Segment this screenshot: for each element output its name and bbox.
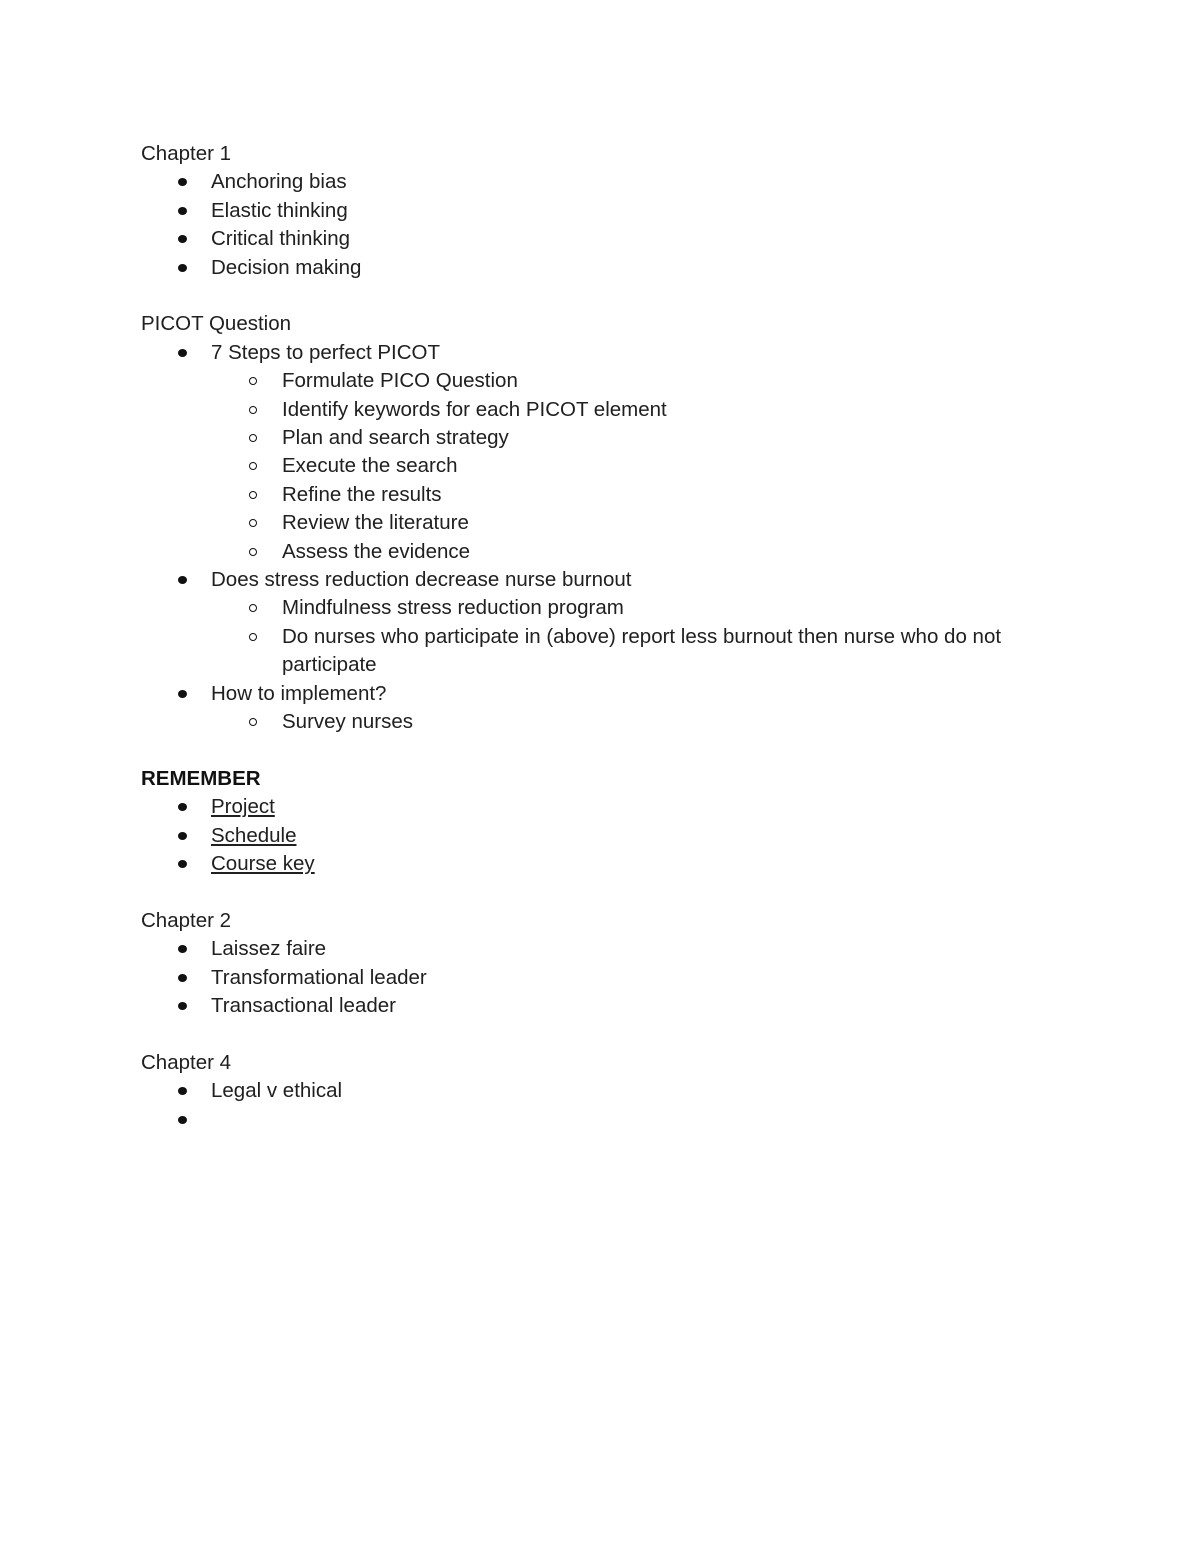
bullet-dot-icon: [178, 974, 187, 982]
list-item-question: Does stress reduction decrease nurse burnout Mindfulness stress reduction program Do nurses who participate in (above) report less burnout then nurse who do not participate: [141, 566, 1081, 680]
sub-list-item: Survey nurses: [211, 708, 1081, 736]
bullet-dot-icon: [178, 1002, 187, 1010]
bullet-ring-icon: [249, 491, 257, 499]
steps-sublist: [211, 367, 1081, 566]
chapter-4-list: [141, 1077, 1081, 1134]
list-item: [141, 822, 1081, 850]
section-chapter-4: [141, 1049, 1081, 1134]
sub-list-item: Formulate PICO Question: [211, 367, 1081, 395]
implement-sublist: [211, 708, 1081, 736]
list-item: Transformational leader: [141, 964, 1081, 992]
bullet-ring-icon: [249, 462, 257, 470]
section-remember: [141, 765, 1081, 879]
sub-list-item: Refine the results: [211, 481, 1081, 509]
list-item: Transactional leader: [141, 992, 1081, 1020]
bullet-dot-icon: [178, 178, 187, 186]
bullet-dot-icon: [178, 235, 187, 243]
bullet-dot-icon: [178, 349, 187, 357]
list-item-steps: 7 Steps to perfect PICOT Formulate PICO Question Identify keywords for each PICOT element Plan and search strategy Execute the search Refine the results Review the literature Assess the evidence: [141, 339, 1081, 566]
chapter-1-list: [141, 168, 1081, 282]
bullet-dot-icon: [178, 945, 187, 953]
list-item: Decision making: [141, 254, 1081, 282]
bullet-ring-icon: [249, 604, 257, 612]
sub-list-item: Execute the search: [211, 452, 1081, 480]
bullet-dot-icon: [178, 860, 187, 868]
section-picot: [141, 310, 1081, 736]
bullet-dot-icon: [178, 576, 187, 584]
bullet-ring-icon: [249, 406, 257, 414]
bullet-dot-icon: [178, 1116, 187, 1124]
bullet-ring-icon: [249, 548, 257, 556]
bullet-ring-icon: [249, 434, 257, 442]
list-item: [141, 850, 1081, 878]
question-sublist: [211, 594, 1081, 679]
bullet-dot-icon: [178, 207, 187, 215]
list-item: Legal v ethical: [141, 1077, 1081, 1105]
link-course-key[interactable]: Course key: [211, 852, 315, 876]
bullet-dot-icon: [178, 832, 187, 840]
heading-chapter-1: Chapter 1: [141, 142, 232, 165]
remember-list: [141, 793, 1081, 878]
section-chapter-1: [141, 140, 1081, 282]
chapter-2-list: [141, 935, 1081, 1020]
picot-list: [141, 339, 1081, 737]
sub-list-item: Review the literature: [211, 509, 1081, 537]
bullet-dot-icon: [178, 803, 187, 811]
sub-list-item: Assess the evidence: [211, 538, 1081, 566]
bullet-dot-icon: [178, 1087, 187, 1095]
heading-picot: PICOT Question: [141, 312, 292, 336]
list-item: Laissez faire: [141, 935, 1081, 963]
heading-remember: REMEMBER: [141, 766, 261, 790]
bullet-dot-icon: [178, 690, 187, 698]
sub-list-item: Do nurses who participate in (above) report less burnout then nurse who do not participate: [211, 623, 1081, 680]
link-project[interactable]: Project: [211, 795, 275, 819]
document-page: [141, 140, 1081, 1163]
bullet-ring-icon: [249, 718, 257, 726]
link-schedule[interactable]: Schedule: [211, 823, 297, 847]
list-item: [141, 793, 1081, 821]
list-item-implement: How to implement? Survey nurses: [141, 680, 1081, 737]
heading-chapter-2: Chapter 2: [141, 908, 232, 932]
sub-list-item: Identify keywords for each PICOT element: [211, 396, 1081, 424]
list-item: Anchoring bias: [141, 168, 1081, 196]
sub-list-item: Mindfulness stress reduction program: [211, 594, 1081, 622]
list-item-empty: [141, 1106, 1081, 1134]
list-item: Critical thinking: [141, 225, 1081, 253]
list-item: Elastic thinking: [141, 197, 1081, 225]
bullet-dot-icon: [178, 264, 187, 272]
sub-list-item: Plan and search strategy: [211, 424, 1081, 452]
bullet-ring-icon: [249, 633, 257, 641]
section-chapter-2: [141, 907, 1081, 1021]
bullet-ring-icon: [249, 519, 257, 527]
heading-chapter-4: Chapter 4: [141, 1050, 232, 1074]
bullet-ring-icon: [249, 377, 257, 385]
